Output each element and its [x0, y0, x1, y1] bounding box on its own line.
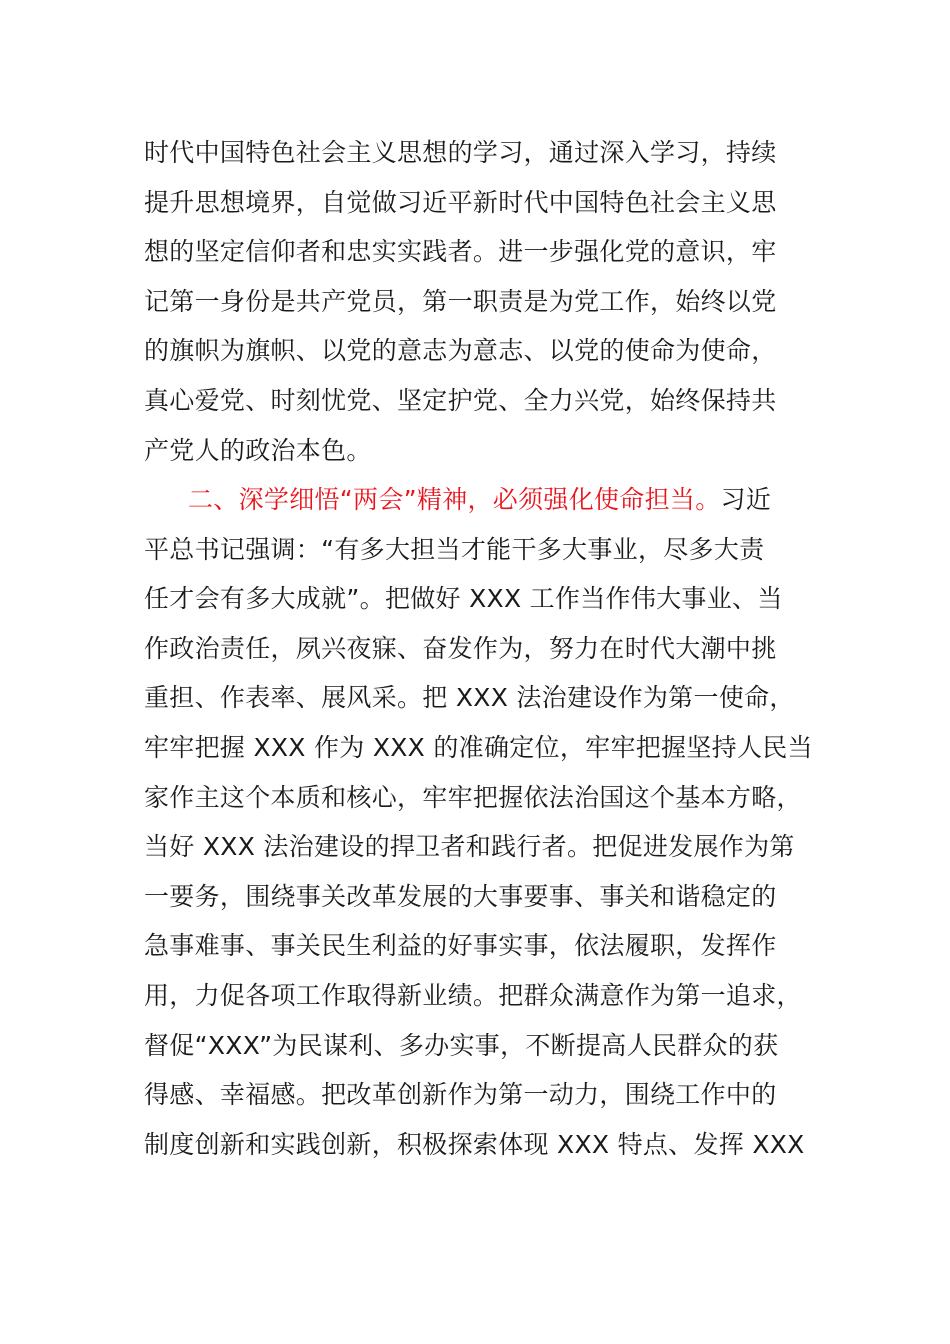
- text-line: 产党人的政治本色。: [144, 435, 372, 465]
- text-line: 当好 XXX 法治建设的捍卫者和践行者。把促进发展作为第: [144, 832, 795, 862]
- heading-line-continuation: 习近: [720, 485, 772, 514]
- text-line: 任才会有多大成就”。把做好 XXX 工作当作伟大事业、当: [144, 584, 783, 614]
- text-line: 牢牢把握 XXX 作为 XXX 的准确定位，牢牢把握坚持人民当: [144, 732, 813, 762]
- text-line: 的旗帜为旗帜、以党的意志为意志、以党的使命为使命，: [144, 336, 777, 366]
- text-line: 作政治责任，夙兴夜寐、奋发作为，努力在时代大潮中挑: [144, 633, 777, 663]
- text-line: 记第一身份是共产党员，第一职责是为党工作，始终以党: [144, 286, 777, 316]
- paragraph-continuation: [144, 128, 814, 475]
- text-line: 时代中国特色社会主义思想的学习，通过深入学习，持续: [144, 138, 777, 167]
- text-line: 平总书记强调：“有多大担当才能干多大事业，尽多大责: [144, 534, 765, 564]
- text-line: 督促“XXX”为民谋利、多办实事，不断提高人民群众的获: [144, 1030, 779, 1060]
- text-line: 用，力促各项工作取得新业绩。把群众满意作为第一追求，: [144, 980, 802, 1010]
- paragraph-section-two: [144, 475, 814, 1169]
- text-line: 急事难事、事关民生利益的好事实事，依法履职，发挥作: [144, 931, 777, 961]
- text-line: 重担、作表率、展风采。把 XXX 法治建设作为第一使命，: [144, 683, 795, 713]
- text-line: 想的坚定信仰者和忠实实践者。进一步强化党的意识，牢: [144, 237, 777, 267]
- section-heading: 二、深学细悟“两会”精神，必须强化使命担当。: [188, 485, 721, 514]
- text-line: 家作主这个本质和核心，牢牢把握依法治国这个基本方略，: [144, 782, 802, 812]
- text-line: 制度创新和实践创新，积极探索体现 XXX 特点、发挥 XXX: [144, 1129, 805, 1159]
- section-heading-line: [144, 475, 814, 525]
- text-line: 真心爱党、时刻忧党、坚定护党、全力兴党，始终保持共: [144, 385, 777, 415]
- text-line: 提升思想境界，自觉做习近平新时代中国特色社会主义思: [144, 187, 777, 217]
- text-line: 一要务，围绕事关改革发展的大事要事、事关和谐稳定的: [144, 881, 777, 911]
- text-line: 得感、幸福感。把改革创新作为第一动力，围绕工作中的: [144, 1080, 777, 1110]
